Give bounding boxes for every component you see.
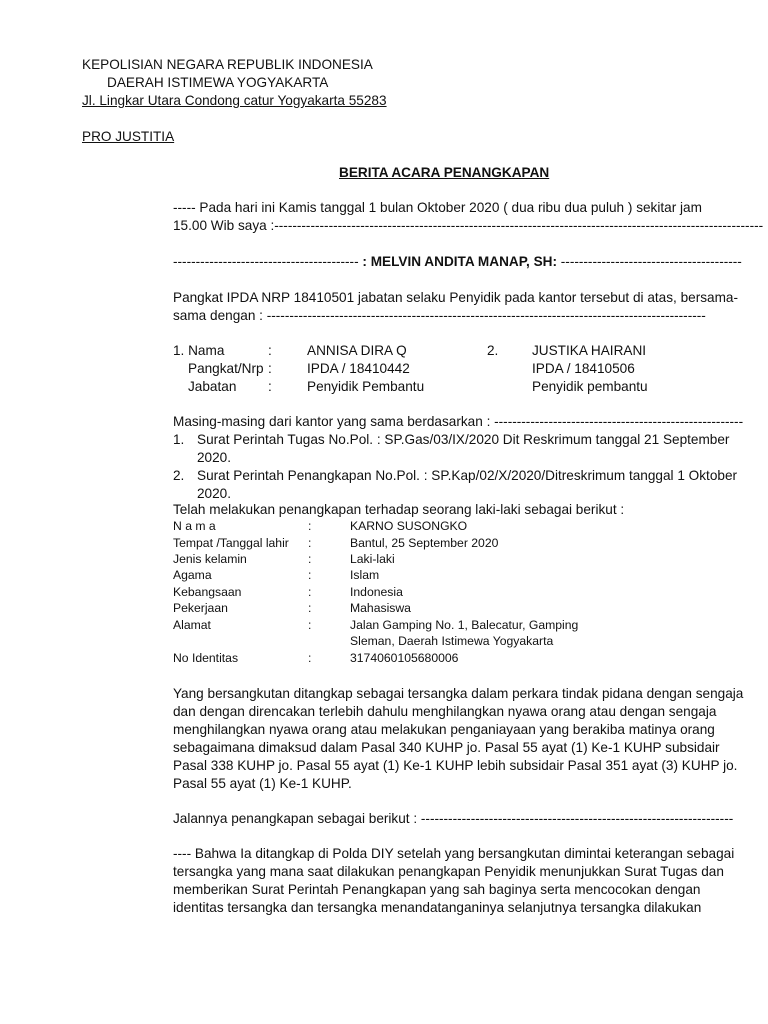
suspect-value-address: Jalan Gamping No. 1, Balecatur, Gamping [350, 618, 579, 632]
basis-item-1-line-2: 2020. [197, 450, 232, 465]
companion-label-position: Jabatan [188, 379, 237, 394]
companion1-rank: IPDA / 18410442 [307, 361, 410, 376]
document-title: BERITA ACARA PENANGKAPAN [339, 165, 550, 180]
basis-item-2-line-2: 2020. [197, 486, 232, 501]
companion2-number: 2. [487, 343, 499, 358]
companion-label-rank: Pangkat/Nrp [188, 361, 264, 376]
companion2-position: Penyidik pembantu [532, 379, 648, 394]
basis-item-2-line-1: Surat Perintah Penangkapan No.Pol. : SP.Kap/02/X/2020/Ditreskrimum tanggal 1 Oktober [197, 468, 738, 483]
charge-line: Yang bersangkutan ditangkap sebagai tersangka dalam perkara tindak pidana dengan sengaja [173, 686, 744, 701]
suspect-colon: : [308, 651, 312, 665]
charge-line: menghilangkan nyawa orang atau melakukan penganiayaan yang berakiba matinya orang [173, 722, 715, 737]
suspect-label: Alamat [173, 618, 211, 632]
basis-intro: Masing-masing dari kantor yang sama berdasarkan : ------------------------------------------------------- [173, 414, 744, 429]
org-line-2: DAERAH ISTIMEWA YOGYAKARTA [107, 75, 329, 90]
charge-line: Pasal 338 KUHP jo. Pasal 55 ayat (1) Ke-1 KUHP lebih subsidair Pasal 351 ayat (3) KUHP jo. [173, 758, 738, 773]
suspect-colon: : [308, 601, 312, 615]
companion-colon: : [268, 379, 272, 394]
rank-line-1: Pangkat IPDA NRP 18410501 jabatan selaku Penyidik pada kantor tersebut di atas, bersama- [173, 290, 738, 305]
officer-line [173, 253, 742, 271]
officer-name: : MELVIN ANDITA MANAP, SH: [362, 254, 557, 269]
intro-line-1: ----- Pada hari ini Kamis tanggal 1 bulan Oktober 2020 ( dua ribu dua puluh ) sekitar jam [173, 200, 702, 215]
suspect-label: N a m a [173, 519, 216, 533]
rank-line-2: sama dengan : ------------------------------------------------------------------------------------------------- [173, 308, 706, 323]
suspect-value-religion: Islam [350, 568, 380, 582]
suspect-value-gender: Laki-laki [350, 552, 395, 566]
suspect-colon: : [308, 552, 312, 566]
charge-line: Pasal 55 ayat (1) Ke-1 KUHP. [173, 776, 352, 791]
suspect-label: Tempat /Tanggal lahir [173, 536, 289, 550]
suspect-value-address-line-2: Sleman, Daerah Istimewa Yogyakarta [350, 634, 554, 648]
course-line: ---- Bahwa Ia ditangkap di Polda DIY setelah yang bersangkutan dimintai keterangan sebagai [173, 846, 735, 861]
course-heading: Jalannya penangkapan sebagai berikut : --------------------------------------------------------------------- [173, 811, 734, 826]
companion1-name: ANNISA DIRA Q [307, 343, 407, 358]
companion-colon: : [268, 343, 272, 358]
charge-line: dan dengan direncakan terlebih dahulu menghilangkan nyawa orang atau dengan sengaja [173, 704, 717, 719]
officer-dashes-right: ---------------------------------------- [560, 254, 742, 269]
intro-line-2: 15.00 Wib saya :------------------------------------------------------------------------------------------------------------ [173, 218, 764, 233]
course-line: identitas tersangka dan tersangka menandatanganinya selanjutnya tersangka dilakukan [173, 900, 702, 915]
suspect-colon: : [308, 618, 312, 632]
suspect-label: Kebangsaan [173, 585, 242, 599]
org-line-1: KEPOLISIAN NEGARA REPUBLIK INDONESIA [82, 57, 373, 72]
suspect-value-id: 3174060105680006 [350, 651, 459, 665]
suspect-value-occupation: Mahasiswa [350, 601, 411, 615]
suspect-value-nationality: Indonesia [350, 585, 403, 599]
basis-item-number: 2. [173, 468, 185, 483]
suspect-label: Jenis kelamin [173, 552, 247, 566]
companion1-position: Penyidik Pembantu [307, 379, 425, 394]
basis-item-number: 1. [173, 432, 185, 447]
companion2-rank: IPDA / 18410506 [532, 361, 635, 376]
suspect-colon: : [308, 536, 312, 550]
org-address: Jl. Lingkar Utara Condong catur Yogyakarta 55283 [82, 93, 387, 108]
suspect-colon: : [308, 519, 312, 533]
companion-label-name: 1. Nama [173, 343, 225, 358]
companion-colon: : [268, 361, 272, 376]
suspect-value-birth: Bantul, 25 September 2020 [350, 536, 499, 550]
basis-item-1-line-1: Surat Perintah Tugas No.Pol. : SP.Gas/03/IX/2020 Dit Reskrimum tanggal 21 September [197, 432, 730, 447]
course-line: memberikan Surat Perintah Penangkapan yang sah baginya serta mencocokan dengan [173, 882, 701, 897]
suspect-colon: : [308, 568, 312, 582]
officer-dashes-left: ----------------------------------------- [173, 254, 359, 269]
suspect-colon: : [308, 585, 312, 599]
course-line: tersangka yang mana saat dilakukan penangkapan Penyidik menunjukkan Surat Tugas dan [173, 864, 724, 879]
suspect-label: Agama [173, 568, 212, 582]
pro-justitia: PRO JUSTITIA [82, 129, 175, 144]
suspect-label: No Identitas [173, 651, 239, 665]
companion2-name: JUSTIKA HAIRANI [532, 343, 647, 358]
suspect-label: Pekerjaan [173, 601, 228, 615]
charge-line: sebagaimana dimaksud dalam Pasal 340 KUHP jo. Pasal 55 ayat (1) Ke-1 KUHP subsidair [173, 740, 720, 755]
arrest-intro: Telah melakukan penangkapan terhadap seorang laki-laki sebagai berikut : [173, 502, 625, 517]
suspect-value-name: KARNO SUSONGKO [350, 519, 468, 533]
